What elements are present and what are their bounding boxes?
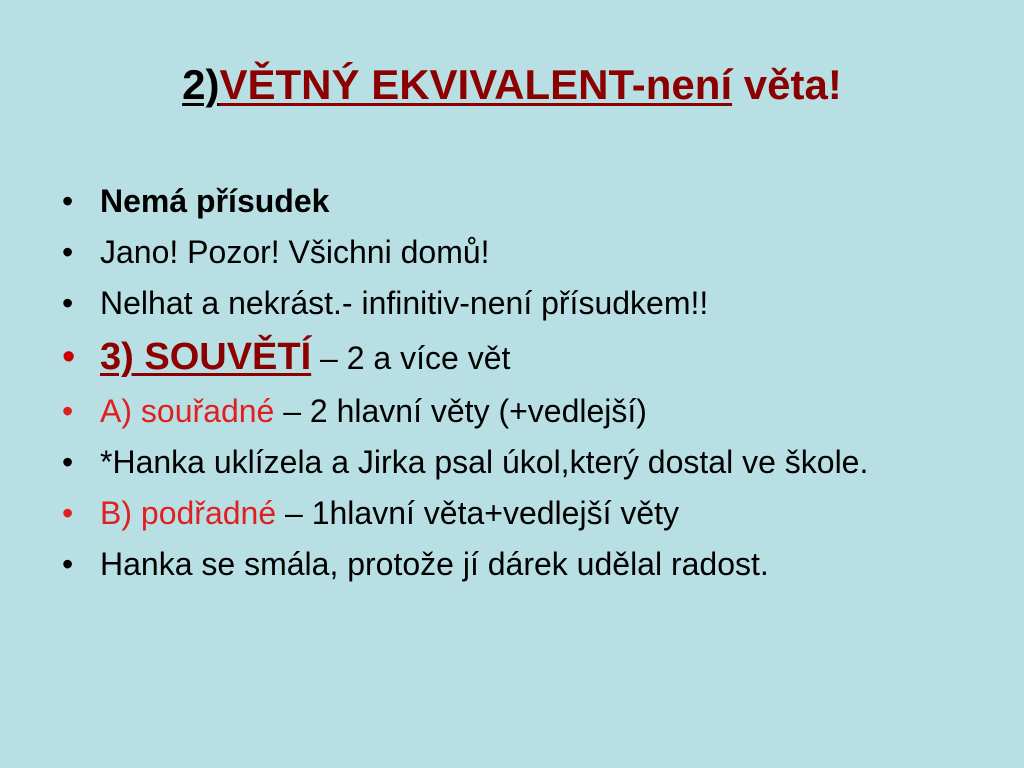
bullet-list bbox=[60, 182, 960, 596]
bullet-text: Nemá přísudek bbox=[100, 183, 330, 219]
title-number: 2) bbox=[182, 61, 220, 108]
bullet-suffix: – 2 a více vět bbox=[311, 340, 511, 376]
bullet-dot-icon: • bbox=[62, 336, 76, 378]
bullet-dot-icon: • bbox=[62, 234, 74, 270]
title-main: VĚTNÝ EKVIVALENT-není bbox=[219, 61, 733, 108]
bullet-text: Hanka se smála, protože jí dárek udělal radost. bbox=[100, 546, 769, 582]
section-heading: 3) SOUVĚTÍ bbox=[100, 336, 312, 378]
bullet-item bbox=[60, 494, 960, 533]
bullet-dot-icon: • bbox=[62, 183, 74, 219]
bullet-item bbox=[60, 284, 960, 323]
title-rest: věta! bbox=[732, 61, 842, 108]
bullet-dot-icon: • bbox=[62, 285, 74, 321]
bullet-item bbox=[60, 392, 960, 431]
bullet-item-heading bbox=[60, 335, 960, 380]
bullet-text: *Hanka uklízela a Jirka psal úkol,který dostal ve škole. bbox=[100, 444, 869, 480]
bullet-suffix: – 2 hlavní věty (+vedlejší) bbox=[274, 393, 647, 429]
bullet-dot-icon: • bbox=[62, 393, 74, 429]
bullet-text: Jano! Pozor! Všichni domů! bbox=[100, 234, 490, 270]
bullet-dot-icon: • bbox=[62, 444, 74, 480]
bullet-suffix: – 1hlavní věta+vedlejší věty bbox=[276, 495, 680, 531]
bullet-item bbox=[60, 182, 960, 221]
bullet-dot-icon: • bbox=[62, 546, 74, 582]
bullet-text: Nelhat a nekrást.- infinitiv-není přísudkem!! bbox=[100, 285, 709, 321]
bullet-item bbox=[60, 545, 960, 584]
bullet-item bbox=[60, 233, 960, 272]
bullet-item bbox=[60, 443, 960, 482]
slide-title bbox=[0, 60, 1024, 110]
bullet-label: A) souřadné bbox=[100, 393, 275, 429]
bullet-label: B) podřadné bbox=[100, 495, 277, 531]
bullet-dot-icon: • bbox=[62, 495, 74, 531]
